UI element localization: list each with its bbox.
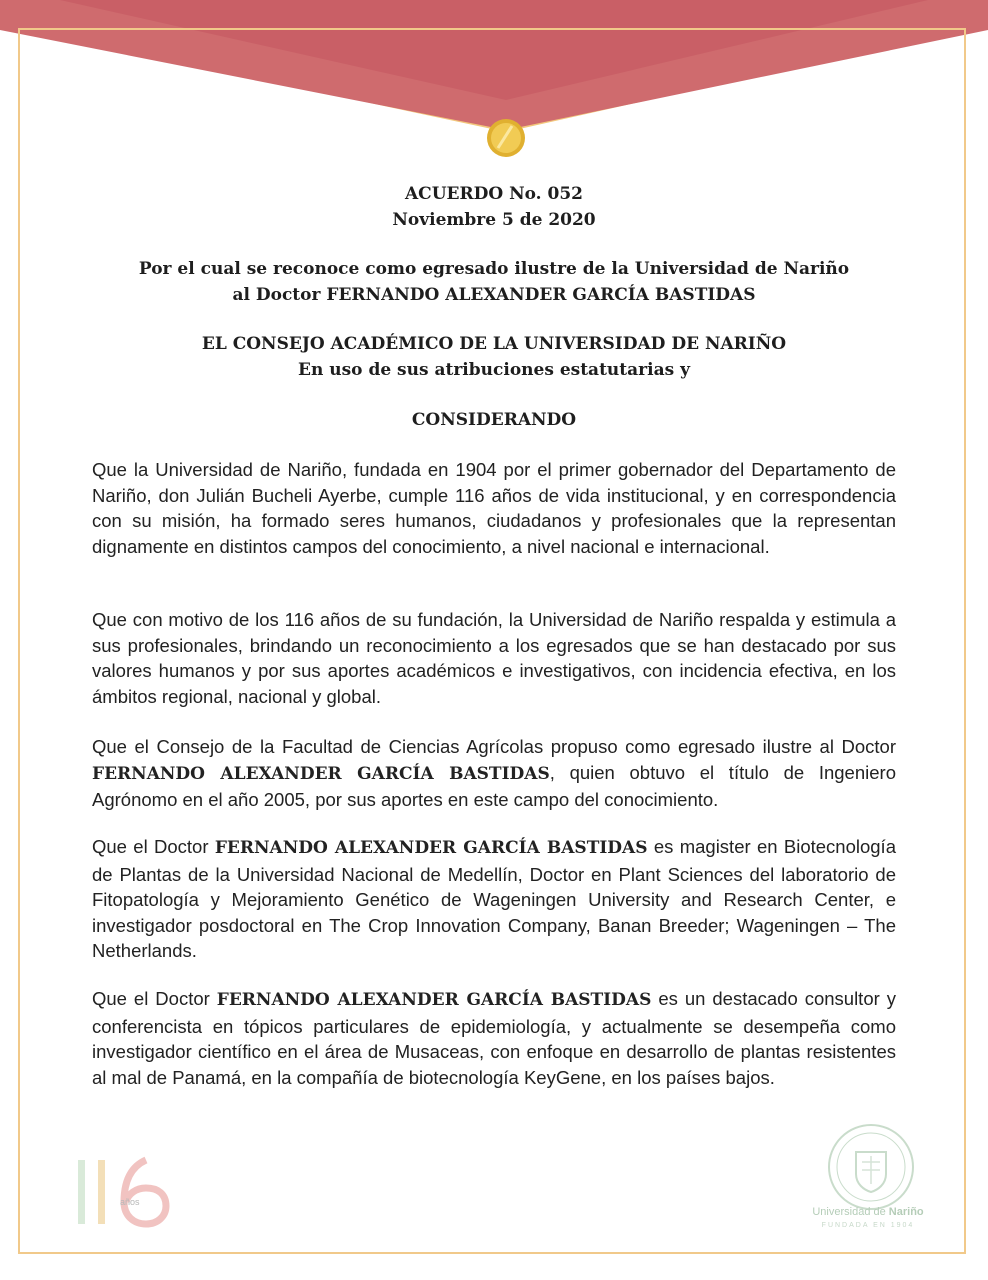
paragraph-4: [92, 834, 896, 964]
anniversary-years-label: años: [120, 1197, 140, 1207]
council-line-1: EL CONSEJO ACADÉMICO DE LA UNIVERSIDAD DE NARIÑO: [201, 334, 787, 354]
subject-line-1: Por el cual se reconoce como egresado ilustre de la Universidad de Nariño: [138, 259, 850, 279]
agreement-heading: [0, 181, 988, 233]
agreement-date: Noviembre 5 de 2020: [392, 210, 596, 230]
considerando-heading: CONSIDERANDO: [411, 410, 577, 430]
paragraph-5: [92, 986, 896, 1090]
honoree-name: FERNANDO ALEXANDER GARCÍA BASTIDAS: [214, 838, 648, 858]
paragraph-3: [92, 734, 896, 813]
university-founded: FUNDADA EN 1904: [821, 1222, 915, 1229]
council-heading: [0, 331, 988, 383]
university-prefix: Universidad de: [812, 1206, 889, 1218]
honoree-name: FERNANDO ALEXANDER GARCÍA BASTIDAS: [92, 763, 550, 784]
paragraph-2: Que con motivo de los 116 años de su fundación, la Universidad de Nariño respalda y estimula a sus profesionales, brindando un reconocimiento a los egresados que se han destacado por sus valores humanos y por sus aportes académicos e investigativos, con incidencia efectiva, en los ámbitos regional, nacional y global.: [92, 609, 896, 707]
paragraph-1: Que la Universidad de Nariño, fundada en 1904 por el primer gobernador del Departamento de Nariño, don Julián Bucheli Ayerbe, cumple 116 años de vida institucional, y en correspondencia con su misión, ha formado seres humanos, ciudadanos y profesionales que la representan dignamente en distintos campos del conocimiento, a nivel nacional e internacional.: [92, 459, 896, 557]
agreement-subject: [0, 256, 988, 308]
paragraph-3-text-b: , quien obtuvo el título de Ingeniero Agrónomo en el año 2005, por sus aportes en este campo del conocimiento.: [92, 761, 896, 810]
anniversary-116-logo: [76, 1152, 176, 1232]
honoree-name: FERNANDO ALEXANDER GARCÍA BASTIDAS: [216, 990, 652, 1010]
university-seal-icon: [826, 1122, 916, 1212]
council-line-2: En uso de sus atribuciones estatutarias y: [298, 360, 690, 380]
paragraph-3-text-a: Que el Consejo de la Facultad de Ciencias Agrícolas propuso como egresado ilustre al Doctor: [92, 736, 896, 757]
university-wordmark: [798, 1206, 938, 1218]
paragraph-4-text-b: es magister en Biotecnología de Plantas de la Universidad Nacional de Medellín, Doctor en Plant Sciences del laboratorio de Fitopatología y Mejoramiento Genético de Wageningen University and Research Center, e investigador posdoctoral en The Crop Innovation Company, Banan Breeder; Wageningen – The Netherlands.: [92, 836, 896, 961]
agreement-number: ACUERDO No. 052: [404, 184, 583, 204]
gold-medal-icon: [486, 118, 526, 158]
subject-line-2: al Doctor FERNANDO ALEXANDER GARCÍA BASTIDAS: [232, 285, 756, 305]
paragraph-5-text-a: Que el Doctor: [92, 988, 217, 1009]
paragraph-5-text-b: es un destacado consultor y conferencista en tópicos particulares de epidemiología, y actualmente se desempeña como investigador científico en el área de Musaceas, con enfoque en desarrollo de plantas resistentes al mal de Panamá, en la compañía de biotecnología KeyGene, en los países bajos.: [92, 988, 896, 1088]
paragraph-4-text-a: Que el Doctor: [92, 836, 215, 857]
university-name: Nariño: [888, 1206, 924, 1218]
